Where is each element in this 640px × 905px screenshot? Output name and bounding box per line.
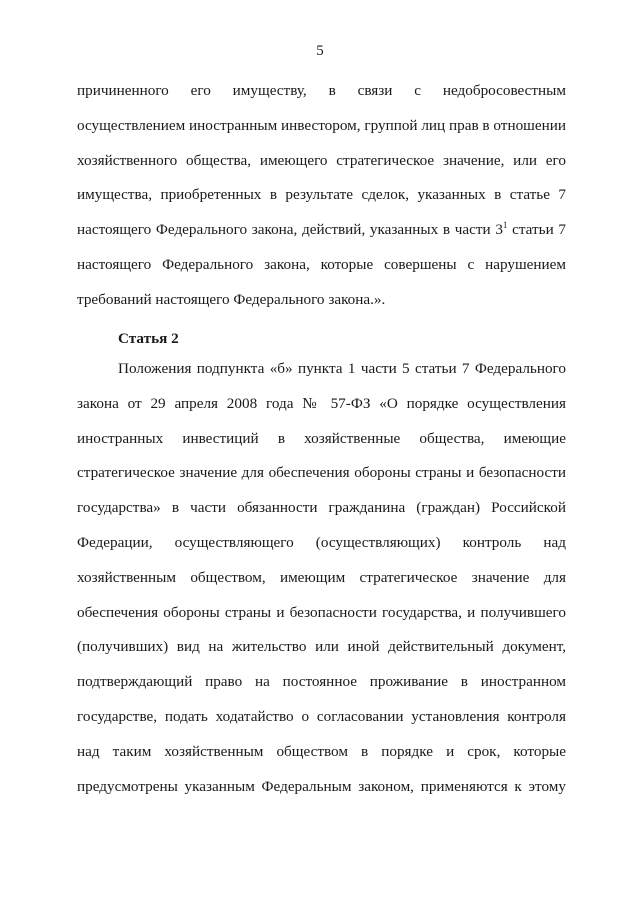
paragraph-continued [77,74,566,318]
text-line: государства» в части обязанности гражданина (граждан) Российской [77,499,566,517]
text-line: причиненного его имуществу, в связи с недобросовестным [77,82,566,99]
page-number: 5 [316,43,324,59]
text-line: иностранных инвестиций в хозяйственные общества, имеющие [77,429,566,447]
text-line: хозяйственным обществом, имеющим стратегическое значение для [77,568,566,586]
article-2-paragraph [77,352,566,804]
text-line: закона от 29 апреля 2008 года № 57-ФЗ «О порядке осуществления [77,394,566,412]
text-line: требований настоящего Федерального закона.». [77,290,386,308]
text-line: предусмотрены указанным Федеральным законом, применяются к этому [77,777,566,795]
text-line-with-superscript [77,213,566,248]
text-line: над таким хозяйственным обществом в порядке и срок, которые [77,742,566,760]
text-line: хозяйственного общества, имеющего стратегическое значение, или его [77,151,566,169]
text-line: обеспечения обороны страны и безопасности государства, и получившего [77,603,566,621]
text-line: (получивших) вид на жительство или иной действительный документ, [77,638,566,656]
text-line-part: статьи 7 [507,221,566,239]
text-line: Федерации, осуществляющего (осуществляющих) контроль над [77,533,566,551]
text-line: имущества, приобретенных в результате сделок, указанных в статье 7 [77,186,566,204]
text-line-part: настоящего Федерального закона, действий, указанных в части 3 [77,221,503,239]
text-line: подтверждающий право на постоянное проживание в иностранном [77,673,566,691]
article-heading: Статья 2 [118,330,179,347]
text-line: осуществлением иностранным инвестором, группой лиц прав в отношении [77,116,566,134]
text-line: Положения подпункта «б» пункта 1 части 5 статьи 7 Федерального [118,360,566,377]
text-line: государстве, подать ходатайство о согласовании установления контроля [77,707,566,725]
superscript: 1 [502,220,508,231]
text-line: настоящего Федерального закона, которые совершены с нарушением [77,255,566,273]
text-line: стратегическое значение для обеспечения обороны страны и безопасности [77,464,566,482]
